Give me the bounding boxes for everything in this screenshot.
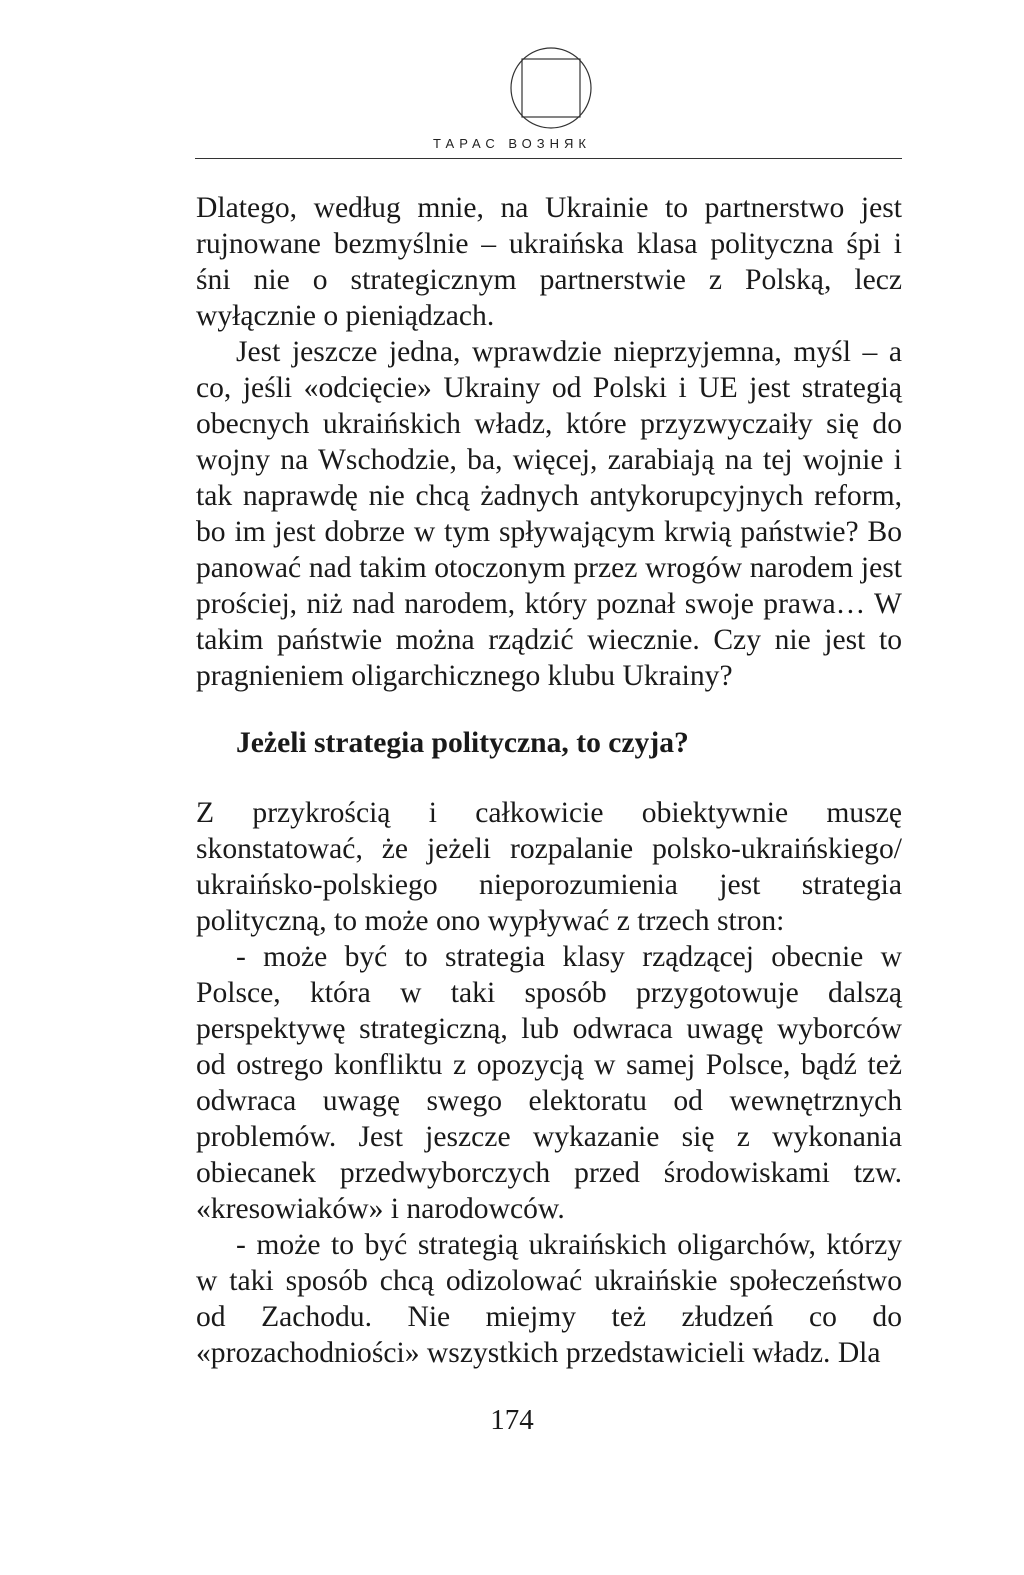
page-body <box>196 190 902 1371</box>
paragraph-1: Dlatego, według mnie, na Ukrainie to partnerstwo jest rujnowane bezmyślnie – ukraińska klasa polityczna śpi i śni nie o strategicznym partnerstwie z Polską, lecz wyłącznie o pieniądzach. <box>196 192 902 332</box>
paragraph-5: - może to być strategią ukraińskich oligarchów, którzy w taki sposób chcą odizolować ukraińskie społeczeństwo od Zachodu. Nie miejmy też złudzeń co do «prozachodniości» wszystkich przedstawicieli władz. Dla <box>196 1229 902 1369</box>
running-head-author: ТАРАС ВОЗНЯК <box>433 136 591 151</box>
paragraph-4: - może być to strategia klasy rządzącej obecnie w Polsce, która w taki sposób przygotowuje dalszą perspektywę strategiczną, lub odwraca uwagę wyborców od ostrego konfliktu z opozycją w samej Polsce, bądź też odwraca uwagę swego elektoratu od wewnętrznych problemów. Jest jeszcze wykazanie się z wykonania obiecanek przedwyborczych przed środowiskami tzw. «kresowiaków» i narodowców. <box>196 941 902 1225</box>
section-heading: Jeżeli strategia polityczna, to czyja? <box>236 727 689 759</box>
circle-square-emblem-icon <box>509 46 593 130</box>
paragraph-2: Jest jeszcze jedna, wprawdzie nieprzyjemna, myśl – a co, jeśli «odcięcie» Ukrainy od Polski i UE jest strategią obecnych ukraińskich władz, które przyzwyczaiły się do wojny na Wschodzie, ba, więcej, zarabiają na tej wojnie i tak naprawdę nie chcą żadnych antykorupcyjnych reform, bo im jest dobrze w tym spływającym krwią państwie? Bo panować nad takim otoczonym przez wrogów narodem jest prościej, niż nad narodem, który poznał swoje prawa… W takim państwie można rządzić wiecznie. Czy nie jest to pragnieniem oligarchicznego klubu Ukrainy? <box>196 336 902 692</box>
header-rule <box>195 158 902 159</box>
paragraph-3: Z przykrością i całkowicie obiektywnie muszę skonstatować, że jeżeli rozpalanie polsko-ukraińskiego/ ukraińsko-polskiego nieporozumienia jest strategia polityczną, to może ono wypływać z trzech stron: <box>196 797 902 937</box>
page-number: 174 <box>490 1404 534 1436</box>
